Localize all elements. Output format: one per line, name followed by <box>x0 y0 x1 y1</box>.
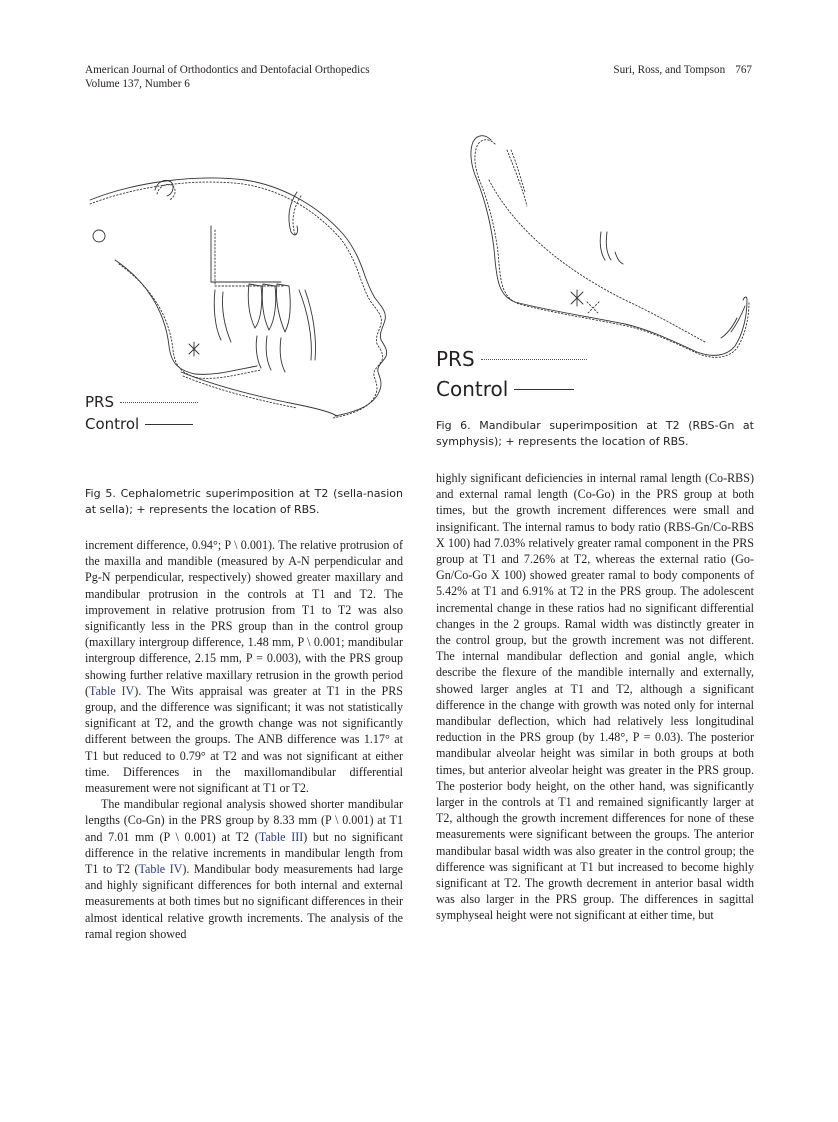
fig5-ramus <box>115 260 257 374</box>
fig6-legend-control-label: Control <box>436 377 509 401</box>
left-p2-text-c: ). Mandibular body measurements had large and highly significant differences for both internal and external measurements at both times but no significant differences in their almost identical relative growth increments. The analysis of the ramal region showed <box>85 862 403 941</box>
fig6-mandible-tracing <box>455 120 755 380</box>
fig5-mandible-dot <box>183 376 297 408</box>
table-iv-link[interactable]: Table IV <box>89 683 135 698</box>
fig6-legend-control <box>436 377 574 401</box>
fig5-tooth-2 <box>262 284 276 330</box>
fig5-caption: Fig 5. Cephalometric superimposition at T2 (sella-nasion at sella); + represents the location of RBS. <box>85 487 403 516</box>
body-column-left <box>85 537 403 942</box>
fig6-canal <box>489 180 705 342</box>
fig6-molar <box>600 232 623 264</box>
fig5-sella-dot <box>157 184 175 200</box>
fig6-rbs-marker-dot <box>587 302 599 314</box>
left-paragraph-2 <box>85 796 403 942</box>
left-p1-text-b: ). The Wits appraisal was greater at T1 in the PRS group, and the difference was significant; it was not statistically significant at T2, and the growth change was not significantly different between the groups. The ANB difference was 1.17° at T1 but reduced to 0.79° at T2 and was not significant at either time. Differences in the maxillomandibular differential measurement were not significant at T1 or T2. <box>85 683 403 796</box>
header-authors: Suri, Ross, and Tompson <box>613 64 726 76</box>
fig5-legend-control-label: Control <box>85 415 140 433</box>
right-paragraph: highly significant deficiencies in internal ramal length (Co-RBS) and external ramal length (Co-Go) in the PRS group at both times, but the growth increment differences were small and insignificant. The internal ramus to body ratio (RBS-Gn/Co-RBS X 100) had 7.03% relatively greater ramal component in the PRS group at T1 and 7.26% at T2, whereas the external ratio (Go-Gn/Co-Go X 100) showed greater ramal to body components of 5.42% at T1 and 6.91% at T2 in the PRS group. The adolescent incremental change in these ratios had no significant differential changes in the 2 groups. Ramal width was distinctly greater in the control group, but the growth increment was not different. The internal mandibular deflection and gonial angle, which describe the flexure of the mandible internally and externally, showed larger angles at T1 and T2, although a significant difference in the change with growth was noted only for internal mandibular deflection, which had relatively less longitudinal reduction in the PRS group (by 1.48°, P = 0.03). The posterior mandibular alveolar height was similar in both groups at both times, but anterior alveolar height was greater in the PRS group. The posterior body height, on the other hand, was significantly larger in the controls at T1 and remained significantly larger at T2, although the growth increment differences for none of these measurements were significant between the groups. The anterior mandibular basal width was also greater in the control group; the difference was significant at T1 but increased to become highly significant at T2. The growth decrement in anterior basal width was also larger in the PRS group. The differences in sagittal symphyseal height were not significant at either time, but <box>436 471 754 923</box>
fig5-legend-control <box>85 415 193 433</box>
fig5-orbit <box>289 192 298 235</box>
table-iv-link-2[interactable]: Table IV <box>138 862 183 877</box>
fig6-rbs-marker <box>571 290 583 306</box>
fig5-cranium-prs <box>90 182 383 418</box>
fig5-porion <box>93 230 105 242</box>
fig5-tooth-3 <box>276 284 290 332</box>
fig5-incisor <box>299 290 316 360</box>
fig5-nasion-line-dot <box>215 230 283 286</box>
fig6-legend-prs-label: PRS <box>436 347 475 371</box>
body-column-right <box>436 470 754 924</box>
left-p2-text-a: The mandibular regional analysis showed shorter mandibular lengths (Co-Gn) in the PRS group by 8.33 mm (P \ 0.001) at T1 and 7.01 mm (P \ 0.001) at T2 ( <box>85 797 403 844</box>
fig5-sella <box>155 180 173 196</box>
fig5-cranium-control <box>90 178 387 416</box>
page-number: 767 <box>735 64 752 76</box>
running-header-right <box>613 63 752 77</box>
fig5-ramus-dot <box>119 264 261 378</box>
fig6-legend-prs-line <box>481 359 587 360</box>
fig6-caption: Fig 6. Mandibular superimposition at T2 (RBS-Gn at symphysis); + represents the location of RBS. <box>436 419 754 448</box>
fig5-legend-prs-label: PRS <box>85 393 114 411</box>
fig6-legend-prs <box>436 347 587 371</box>
table-iii-link[interactable]: Table III <box>258 829 304 844</box>
left-paragraph-1 <box>85 537 403 796</box>
fig6-coronoid <box>507 150 527 206</box>
fig5-legend-control-line <box>145 424 193 425</box>
fig6-legend-control-line <box>514 389 574 390</box>
left-p1-text-a: increment difference, 0.94°; P \ 0.001). The relative protrusion of the maxilla and mandible (measured by A-N perpendicular and Pg-N perpendicular, respectively) showed greater maxillary and mandibular protrusion in the controls at T1 and T2. The improvement in relative protrusion from T1 to T2 was also significantly less in the PRS group than in the control group (maxillary intergroup difference, 1.48 mm, P \ 0.001; mandibular intergroup difference, 2.15 mm, P = 0.003), with the PRS group showing further relative maxillary retrusion in the growth period ( <box>85 538 403 698</box>
journal-title: American Journal of Orthodontics and Dentofacial Orthopedics <box>85 64 370 76</box>
fig5-ptm <box>214 290 231 342</box>
fig5-tooth-1 <box>248 284 262 328</box>
fig5-tooth-4 <box>256 336 285 372</box>
fig5-legend-prs <box>85 393 198 411</box>
running-header-left <box>85 63 370 91</box>
fig5-nasion-line <box>211 226 281 282</box>
journal-volume: Volume 137, Number 6 <box>85 78 190 90</box>
fig6-mandible-control <box>471 136 747 356</box>
left-p2-text-b: ) but no significant difference in the relative increments in mandibular length from T1 to T2 ( <box>85 829 403 877</box>
fig6-mandible-prs <box>475 140 749 358</box>
fig5-rbs-marker <box>189 342 199 356</box>
fig5-legend-prs-line <box>120 402 198 403</box>
